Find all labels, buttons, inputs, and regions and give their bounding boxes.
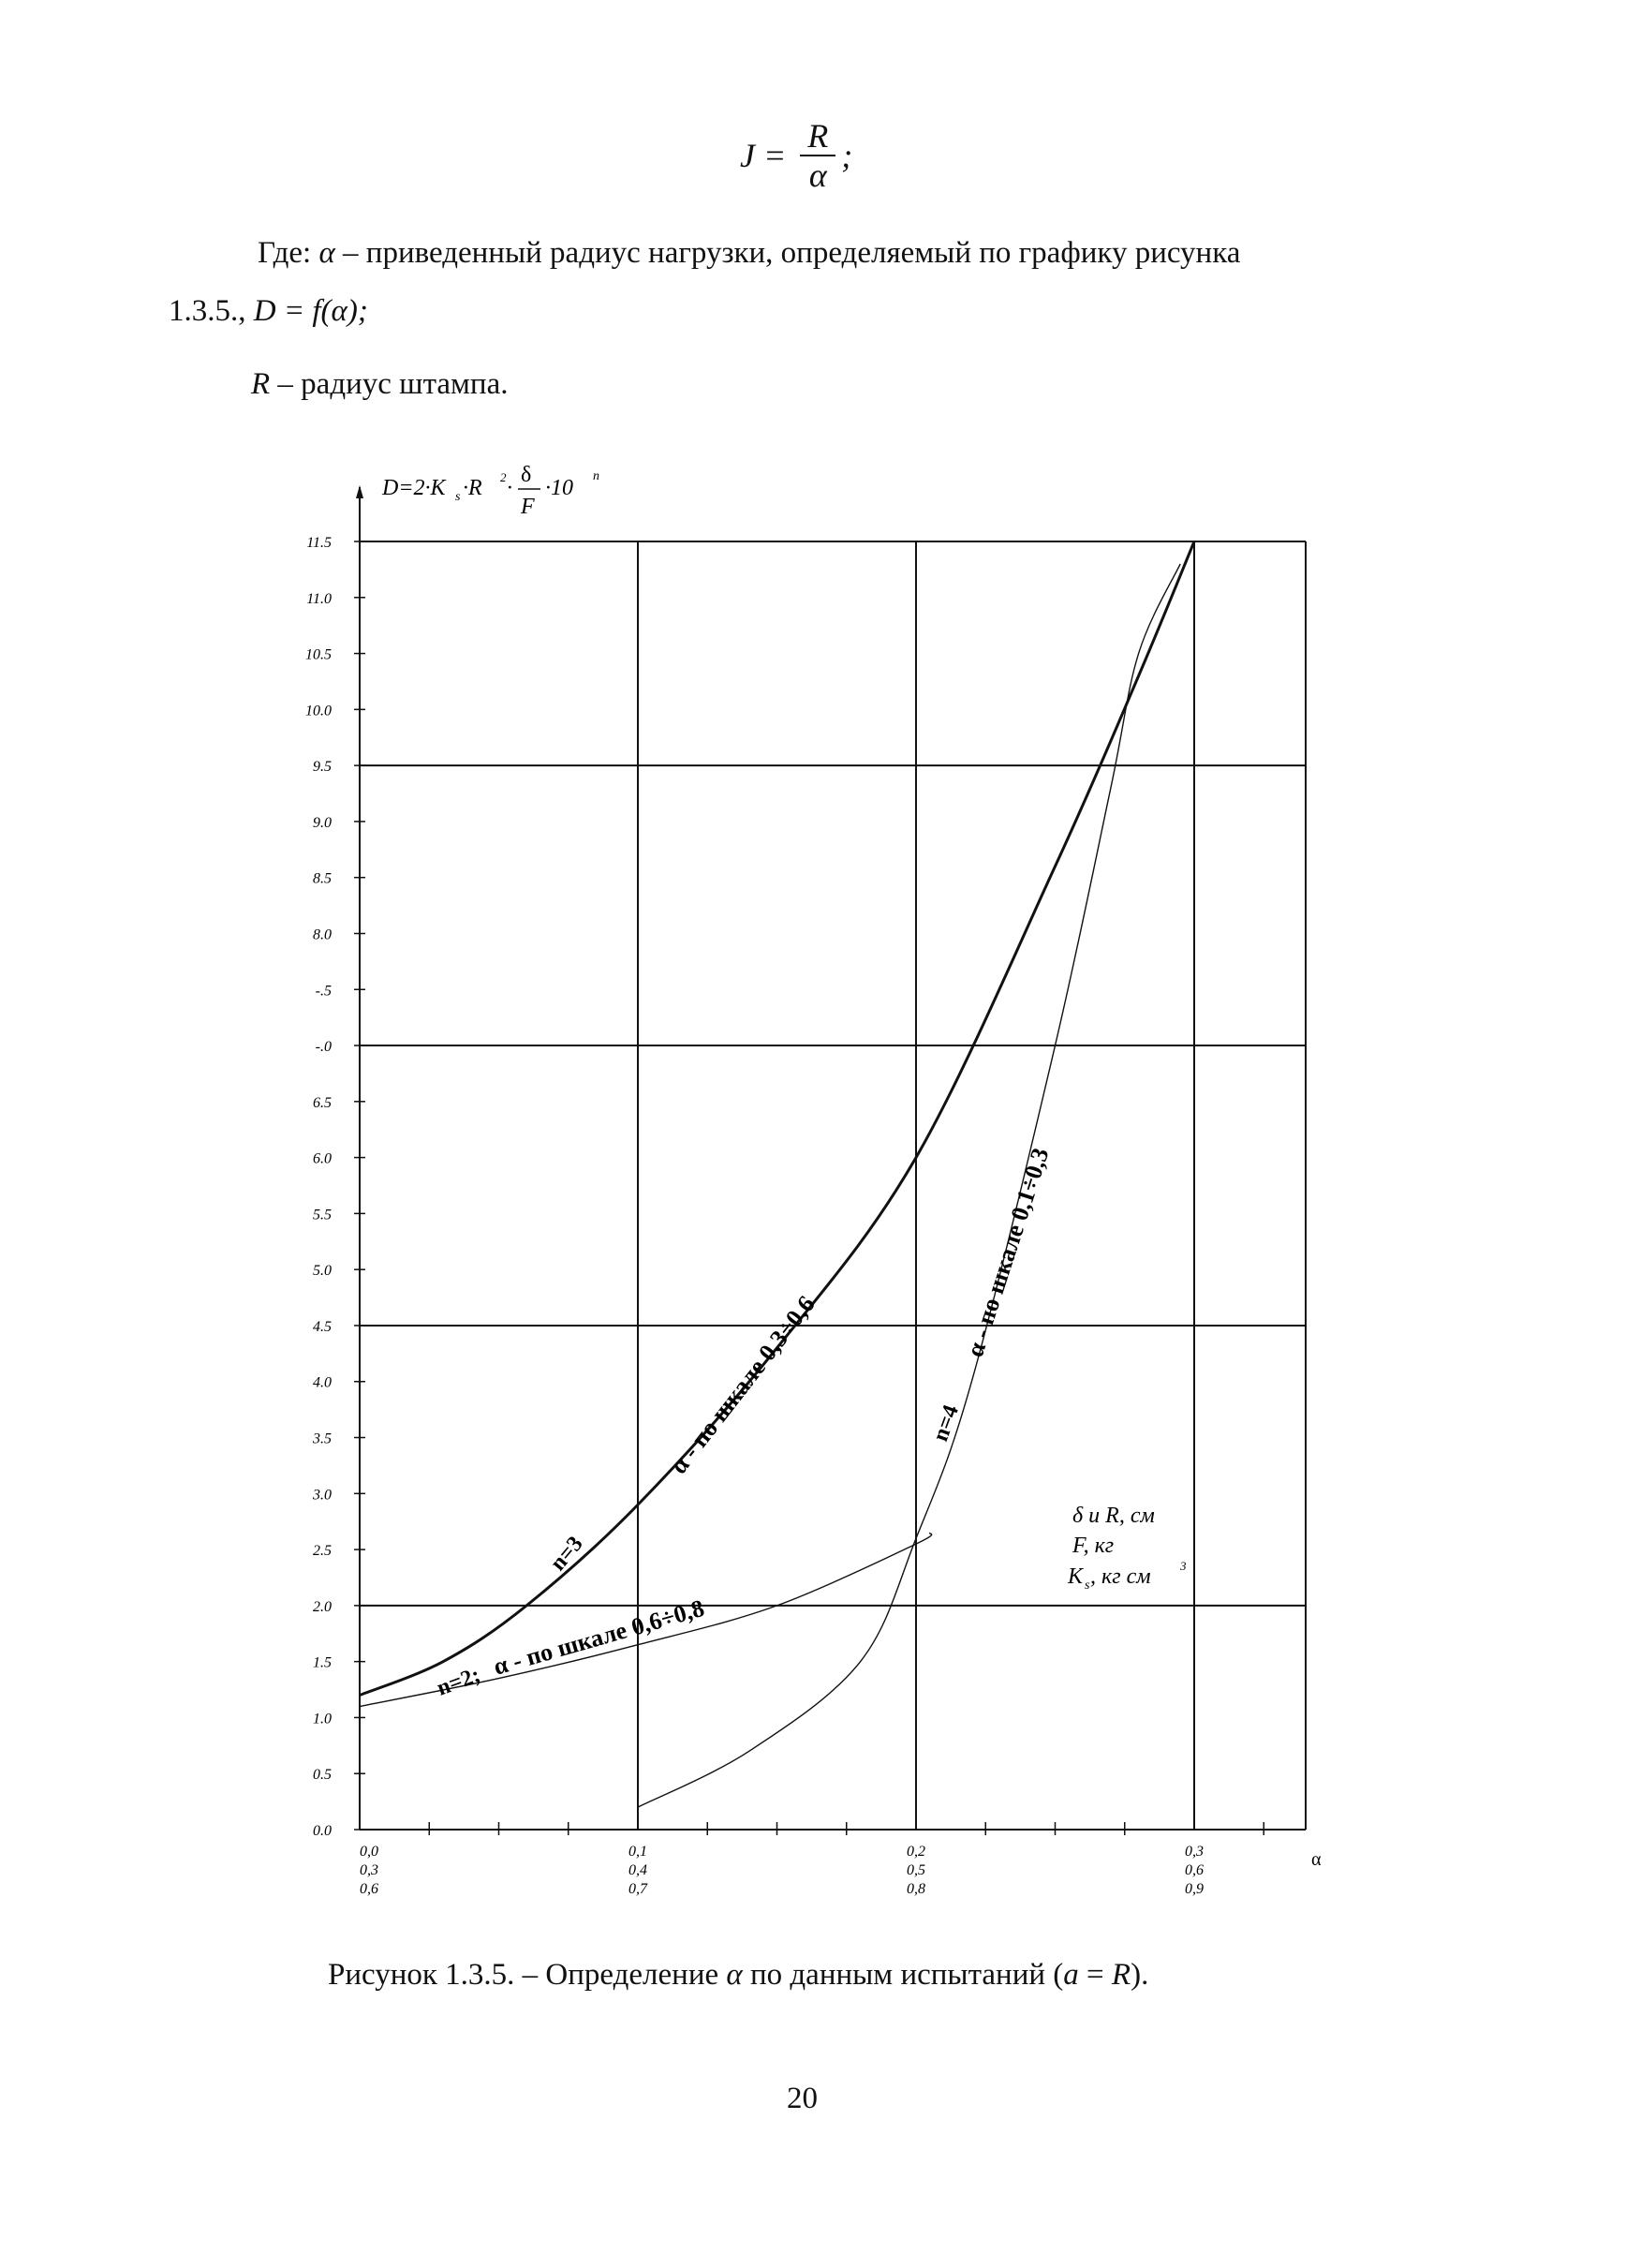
y-label-d: D=2·K [382, 476, 446, 500]
y-tick-label: -.5 [315, 983, 332, 1000]
legend-f: F, кг [1072, 1534, 1115, 1558]
y-tick-label: 5.0 [313, 1263, 332, 1280]
page-number: 20 [787, 2082, 818, 2115]
series-line-n=3 [360, 541, 1194, 1696]
y-tick-label: 10.5 [305, 646, 332, 663]
definition-where: Где: [258, 236, 319, 270]
definition-alpha-text: – приведенный радиус нагрузки, определяемый по графику рисунка [334, 236, 1241, 270]
definition-function: D = f(α); [253, 294, 368, 328]
legend-k-sup: 3 [1180, 1559, 1187, 1573]
label-n4: n=4 [928, 1401, 964, 1445]
y-label-ten: ·10 [545, 476, 573, 500]
y-tick-label: 9.0 [313, 814, 332, 831]
label-n2: n=2; [434, 1663, 484, 1701]
caption-start: Рисунок 1.3.5. – Определение [328, 1958, 727, 1992]
legend-delta-r: δ и R, см [1072, 1504, 1155, 1528]
chart-grid [360, 541, 1306, 1830]
y-tick-label: -.0 [315, 1039, 332, 1056]
x-tick-label: 0,5 [907, 1862, 925, 1878]
formula-lhs: J = [740, 137, 787, 174]
y-label-dot: · [507, 476, 512, 500]
y-tick-label: 3.5 [313, 1430, 332, 1447]
caption-r: R [1111, 1958, 1131, 1992]
y-label-r: ·R [463, 476, 482, 500]
caption-mid: по данным испытаний ( [742, 1958, 1064, 1992]
y-tick-label: 11.5 [306, 535, 332, 551]
y-axis-arrow [356, 485, 363, 498]
y-label-delta: δ [521, 463, 532, 487]
caption-alpha: α [726, 1958, 743, 1992]
caption-end: ). [1131, 1958, 1149, 1992]
formula-semicolon: ; [841, 137, 853, 174]
legend-k-units: , кг см [1090, 1564, 1151, 1589]
y-tick-label: 11.0 [306, 590, 332, 607]
y-tick-label: 9.5 [313, 759, 332, 776]
y-tick-label: 1.0 [313, 1711, 332, 1727]
y-tick-label: 2.0 [313, 1598, 332, 1615]
y-tick-label: 3.0 [313, 1487, 332, 1504]
y-tick-label: 0.0 [313, 1823, 332, 1839]
x-tick-label: 0,8 [907, 1881, 925, 1897]
y-tick-label: 10.0 [305, 703, 332, 719]
definition-figure-ref: 1.3.5., [169, 294, 254, 328]
x-tick-label: 0,9 [1185, 1881, 1204, 1897]
y-tick-label: 5.5 [313, 1207, 332, 1223]
y-tick-label: 0.5 [313, 1767, 332, 1784]
y-tick-label: 2.5 [313, 1543, 332, 1560]
formula-numerator: R [800, 117, 835, 156]
x-tick-label: 0,6 [1185, 1862, 1204, 1878]
chart-labels [381, 463, 1187, 1701]
legend-k: K [1068, 1564, 1084, 1589]
y-label-sub-s: s [455, 490, 461, 504]
definition-alpha-symbol: α [318, 236, 335, 270]
series-line-n=4 [638, 564, 1180, 1807]
x-tick-label: 0,6 [360, 1881, 378, 1897]
figure-caption [328, 1958, 1148, 1993]
y-tick-label: 1.5 [313, 1654, 332, 1671]
x-tick-label: 0,4 [628, 1862, 647, 1878]
y-tick-label: 4.0 [313, 1374, 332, 1391]
label-n2-scale: α - по шкале 0,6÷0,8 [490, 1594, 707, 1681]
y-axis-label [381, 463, 599, 519]
label-n3-scale: α - по шкале 0,3÷0,6 [664, 1290, 820, 1479]
y-tick-label: 6.5 [313, 1094, 332, 1111]
y-tick-label: 6.0 [313, 1150, 332, 1167]
x-axis-label: α [1311, 1849, 1322, 1870]
label-n3: n=3 [545, 1532, 588, 1576]
y-tick-label: 4.5 [313, 1318, 332, 1335]
x-tick-label: 0,3 [360, 1862, 378, 1878]
x-tick-label: 0,0 [360, 1844, 378, 1860]
y-tick-label: 8.5 [313, 870, 332, 887]
formula-denominator: α [808, 156, 827, 194]
x-tick-label: 0,1 [628, 1844, 647, 1860]
y-label-f: F [521, 495, 535, 519]
legend-k-sub: s [1085, 1579, 1090, 1593]
y-label-sup-2: 2 [500, 470, 507, 484]
chart-series [360, 541, 1194, 1807]
y-label-sup-n: n [593, 469, 599, 483]
definition-r-symbol: R [251, 367, 271, 401]
caption-eq: = [1078, 1958, 1112, 1992]
x-tick-label: 0,2 [907, 1844, 925, 1860]
caption-a: a [1063, 1958, 1079, 1992]
y-tick-label: 8.0 [313, 926, 332, 943]
definition-r-text: – радиус штампа. [270, 367, 509, 401]
x-tick-label: 0,3 [1185, 1844, 1204, 1860]
x-tick-label: 0,7 [628, 1881, 647, 1897]
label-n4-scale: α - по шкале 0,1÷0,3 [961, 1144, 1055, 1360]
